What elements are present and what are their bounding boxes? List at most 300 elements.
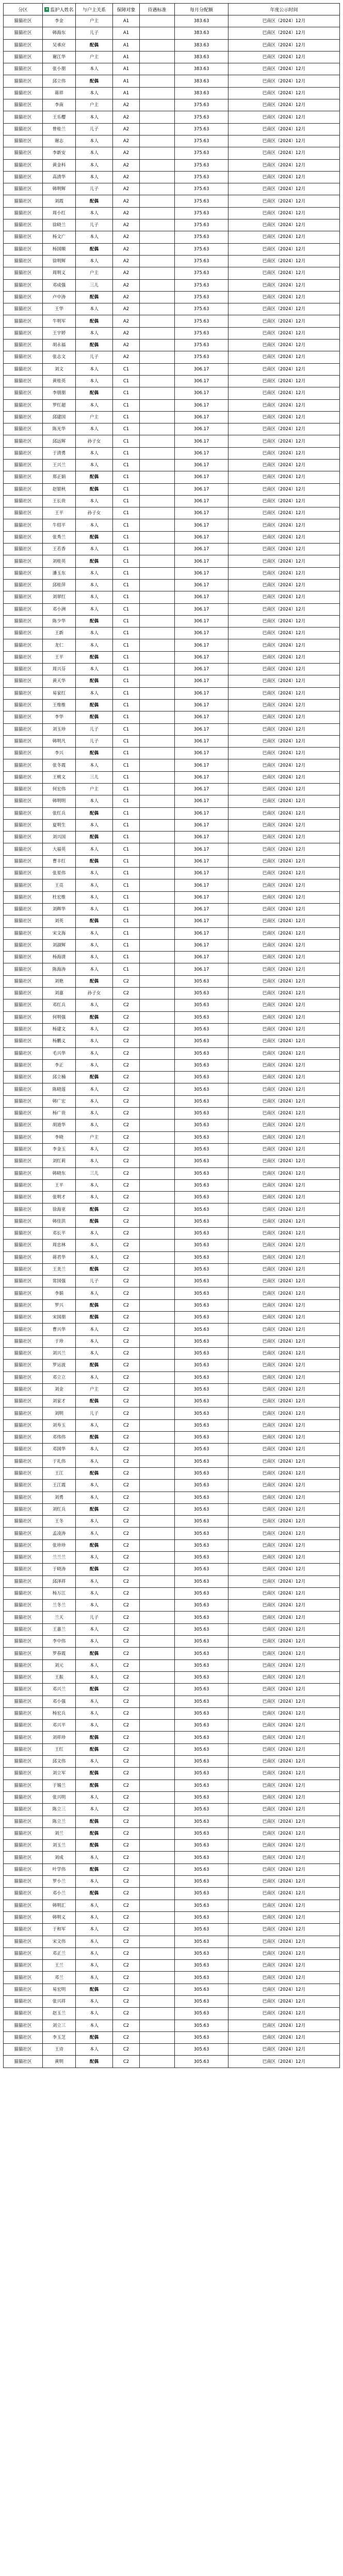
- relation-cell[interactable]: 本人: [76, 159, 113, 171]
- period-cell[interactable]: 巴南区（2024）12月: [228, 1480, 340, 1492]
- amount-cell[interactable]: 305.63: [175, 1179, 228, 1191]
- category-cell[interactable]: C2: [113, 1528, 140, 1539]
- guardian-cell[interactable]: 刘寿玉: [43, 1419, 76, 1431]
- district-cell[interactable]: 猫猫社区: [4, 267, 43, 279]
- amount-cell[interactable]: 375.63: [175, 340, 228, 351]
- district-cell[interactable]: 猫猫社区: [4, 1179, 43, 1191]
- guardian-cell[interactable]: 李金: [43, 15, 76, 27]
- period-cell[interactable]: 巴南区（2024）12月: [228, 423, 340, 435]
- district-cell[interactable]: 猫猫社区: [4, 1131, 43, 1143]
- category-cell[interactable]: C2: [113, 1335, 140, 1347]
- amount-cell[interactable]: 306.17: [175, 711, 228, 723]
- period-cell[interactable]: 巴南区（2024）12月: [228, 1863, 340, 1875]
- standard-cell[interactable]: [140, 1444, 175, 1455]
- amount-cell[interactable]: 305.63: [175, 1636, 228, 1648]
- district-cell[interactable]: 猫猫社区: [4, 1444, 43, 1455]
- amount-cell[interactable]: 305.63: [175, 1287, 228, 1299]
- category-cell[interactable]: C2: [113, 1791, 140, 1803]
- relation-cell[interactable]: 本人: [76, 495, 113, 507]
- amount-cell[interactable]: 305.63: [175, 1023, 228, 1035]
- category-cell[interactable]: C2: [113, 2020, 140, 2031]
- category-cell[interactable]: C1: [113, 711, 140, 723]
- amount-cell[interactable]: 305.63: [175, 1240, 228, 1251]
- amount-cell[interactable]: 305.63: [175, 1480, 228, 1492]
- period-cell[interactable]: 巴南区（2024）12月: [228, 748, 340, 759]
- standard-cell[interactable]: [140, 171, 175, 183]
- district-cell[interactable]: 猫猫社区: [4, 423, 43, 435]
- district-cell[interactable]: 猫猫社区: [4, 363, 43, 375]
- guardian-cell[interactable]: 杨宏兵: [43, 1707, 76, 1719]
- standard-cell[interactable]: [140, 795, 175, 807]
- district-cell[interactable]: 猫猫社区: [4, 891, 43, 903]
- district-cell[interactable]: 猫猫社区: [4, 1575, 43, 1587]
- guardian-cell[interactable]: 王兰: [43, 1960, 76, 1972]
- relation-cell[interactable]: 本人: [76, 375, 113, 387]
- relation-cell[interactable]: 配偶: [76, 748, 113, 759]
- guardian-cell[interactable]: 刘嘉: [43, 988, 76, 999]
- category-cell[interactable]: C1: [113, 952, 140, 963]
- guardian-cell[interactable]: 兰天: [43, 1612, 76, 1623]
- amount-cell[interactable]: 306.17: [175, 952, 228, 963]
- amount-cell[interactable]: 375.63: [175, 267, 228, 279]
- district-cell[interactable]: 猫猫社区: [4, 87, 43, 99]
- period-cell[interactable]: 巴南区（2024）12月: [228, 1947, 340, 1959]
- guardian-cell[interactable]: 韩明明: [43, 795, 76, 807]
- relation-cell[interactable]: 本人: [76, 891, 113, 903]
- header-cell-guardian[interactable]: [43, 4, 76, 15]
- amount-cell[interactable]: 306.17: [175, 903, 228, 915]
- relation-cell[interactable]: 本人: [76, 639, 113, 651]
- period-cell[interactable]: 巴南区（2024）12月: [228, 1516, 340, 1528]
- relation-cell[interactable]: 配偶: [76, 975, 113, 987]
- relation-cell[interactable]: 本人: [76, 795, 113, 807]
- category-cell[interactable]: A2: [113, 183, 140, 195]
- amount-cell[interactable]: 305.63: [175, 1335, 228, 1347]
- guardian-cell[interactable]: 刘红兵: [43, 1503, 76, 1515]
- period-cell[interactable]: 巴南区（2024）12月: [228, 1756, 340, 1768]
- amount-cell[interactable]: 305.63: [175, 1131, 228, 1143]
- period-cell[interactable]: 巴南区（2024）12月: [228, 603, 340, 615]
- amount-cell[interactable]: 306.17: [175, 784, 228, 795]
- category-cell[interactable]: C2: [113, 1131, 140, 1143]
- period-cell[interactable]: 巴南区（2024）12月: [228, 207, 340, 219]
- category-cell[interactable]: C1: [113, 519, 140, 531]
- category-cell[interactable]: C1: [113, 567, 140, 579]
- guardian-cell[interactable]: 韩明汇: [43, 1900, 76, 1911]
- amount-cell[interactable]: 305.63: [175, 1816, 228, 1827]
- relation-cell[interactable]: 配偶: [76, 1780, 113, 1791]
- standard-cell[interactable]: [140, 1347, 175, 1359]
- amount-cell[interactable]: 305.63: [175, 1383, 228, 1395]
- period-cell[interactable]: 巴南区（2024）12月: [228, 1900, 340, 1911]
- district-cell[interactable]: 猫猫社区: [4, 1852, 43, 1863]
- guardian-cell[interactable]: 邓成强: [43, 279, 76, 291]
- period-cell[interactable]: 巴南区（2024）12月: [228, 832, 340, 843]
- standard-cell[interactable]: [140, 2031, 175, 2043]
- relation-cell[interactable]: 本人: [76, 363, 113, 375]
- period-cell[interactable]: 巴南区（2024）12月: [228, 916, 340, 927]
- district-cell[interactable]: 猫猫社区: [4, 483, 43, 495]
- district-cell[interactable]: 猫猫社区: [4, 1360, 43, 1371]
- relation-cell[interactable]: 本人: [76, 303, 113, 315]
- amount-cell[interactable]: 306.17: [175, 855, 228, 867]
- standard-cell[interactable]: [140, 1324, 175, 1335]
- category-cell[interactable]: A2: [113, 195, 140, 207]
- district-cell[interactable]: 猫猫社区: [4, 1876, 43, 1888]
- guardian-cell[interactable]: 赵玉兰: [43, 2008, 76, 2020]
- guardian-cell[interactable]: 刘勇: [43, 1492, 76, 1503]
- amount-cell[interactable]: 305.63: [175, 1095, 228, 1107]
- amount-cell[interactable]: 306.17: [175, 447, 228, 459]
- district-cell[interactable]: 猫猫社区: [4, 243, 43, 255]
- district-cell[interactable]: 猫猫社区: [4, 1156, 43, 1167]
- period-cell[interactable]: 巴南区（2024）12月: [228, 1995, 340, 2007]
- category-cell[interactable]: C2: [113, 2044, 140, 2056]
- period-cell[interactable]: 巴南区（2024）12月: [228, 1972, 340, 1984]
- district-cell[interactable]: 猫猫社区: [4, 819, 43, 831]
- period-cell[interactable]: 巴南区（2024）12月: [228, 1156, 340, 1167]
- relation-cell[interactable]: 儿子: [76, 1408, 113, 1419]
- guardian-cell[interactable]: 卢中涛: [43, 291, 76, 303]
- relation-cell[interactable]: 本人: [76, 447, 113, 459]
- period-cell[interactable]: 巴南区（2024）12月: [228, 483, 340, 495]
- period-cell[interactable]: 巴南区（2024）12月: [228, 999, 340, 1011]
- amount-cell[interactable]: 305.63: [175, 1995, 228, 2007]
- category-cell[interactable]: A2: [113, 135, 140, 147]
- category-cell[interactable]: C2: [113, 2056, 140, 2067]
- standard-cell[interactable]: [140, 927, 175, 939]
- guardian-cell[interactable]: 蒋君华: [43, 1251, 76, 1263]
- category-cell[interactable]: C2: [113, 1876, 140, 1888]
- period-cell[interactable]: 巴南区（2024）12月: [228, 891, 340, 903]
- district-cell[interactable]: 猫猫社区: [4, 531, 43, 543]
- amount-cell[interactable]: 305.63: [175, 2044, 228, 2056]
- period-cell[interactable]: 巴南区（2024）12月: [228, 1444, 340, 1455]
- relation-cell[interactable]: 本人: [76, 207, 113, 219]
- category-cell[interactable]: A2: [113, 291, 140, 303]
- standard-cell[interactable]: [140, 807, 175, 819]
- amount-cell[interactable]: 306.17: [175, 411, 228, 423]
- amount-cell[interactable]: 375.63: [175, 231, 228, 243]
- relation-cell[interactable]: 配偶: [76, 291, 113, 303]
- standard-cell[interactable]: [140, 855, 175, 867]
- district-cell[interactable]: 猫猫社区: [4, 1312, 43, 1324]
- relation-cell[interactable]: 配偶: [76, 1312, 113, 1324]
- period-cell[interactable]: 巴南区（2024）12月: [228, 1023, 340, 1035]
- guardian-cell[interactable]: 于锡兰: [43, 1780, 76, 1791]
- district-cell[interactable]: 猫猫社区: [4, 1059, 43, 1071]
- standard-cell[interactable]: [140, 1360, 175, 1371]
- standard-cell[interactable]: [140, 1947, 175, 1959]
- period-cell[interactable]: 巴南区（2024）12月: [228, 1047, 340, 1059]
- guardian-cell[interactable]: 杨建文: [43, 1023, 76, 1035]
- guardian-cell[interactable]: 牛绍平: [43, 519, 76, 531]
- category-cell[interactable]: C2: [113, 1120, 140, 1131]
- guardian-cell[interactable]: 易家红: [43, 687, 76, 699]
- period-cell[interactable]: 巴南区（2024）12月: [228, 1924, 340, 1936]
- category-cell[interactable]: C1: [113, 771, 140, 783]
- category-cell[interactable]: C1: [113, 795, 140, 807]
- guardian-cell[interactable]: 王新: [43, 628, 76, 639]
- category-cell[interactable]: C2: [113, 1804, 140, 1816]
- district-cell[interactable]: 猫猫社区: [4, 903, 43, 915]
- standard-cell[interactable]: [140, 1960, 175, 1972]
- relation-cell[interactable]: 配偶: [76, 1215, 113, 1227]
- standard-cell[interactable]: [140, 15, 175, 27]
- standard-cell[interactable]: [140, 1299, 175, 1311]
- standard-cell[interactable]: [140, 279, 175, 291]
- guardian-cell[interactable]: 邓兴平: [43, 1720, 76, 1732]
- relation-cell[interactable]: 配偶: [76, 2031, 113, 2043]
- relation-cell[interactable]: 本人: [76, 459, 113, 471]
- guardian-cell[interactable]: 邱远辉: [43, 435, 76, 447]
- period-cell[interactable]: 巴南区（2024）12月: [228, 1623, 340, 1635]
- relation-cell[interactable]: 本人: [76, 519, 113, 531]
- amount-cell[interactable]: 305.63: [175, 1623, 228, 1635]
- amount-cell[interactable]: 305.63: [175, 1707, 228, 1719]
- relation-cell[interactable]: 本人: [76, 1240, 113, 1251]
- standard-cell[interactable]: [140, 1335, 175, 1347]
- district-cell[interactable]: 猫猫社区: [4, 591, 43, 603]
- period-cell[interactable]: 巴南区（2024）12月: [228, 1276, 340, 1287]
- amount-cell[interactable]: 306.17: [175, 771, 228, 783]
- guardian-cell[interactable]: 徐明辉: [43, 255, 76, 267]
- period-cell[interactable]: 巴南区（2024）12月: [228, 75, 340, 87]
- guardian-cell[interactable]: 陈光华: [43, 423, 76, 435]
- district-cell[interactable]: 猫猫社区: [4, 519, 43, 531]
- standard-cell[interactable]: [140, 459, 175, 471]
- standard-cell[interactable]: [140, 711, 175, 723]
- standard-cell[interactable]: [140, 207, 175, 219]
- category-cell[interactable]: C2: [113, 1840, 140, 1852]
- guardian-cell[interactable]: 邱立楠: [43, 1072, 76, 1083]
- guardian-cell[interactable]: 李新安: [43, 147, 76, 159]
- district-cell[interactable]: 猫猫社区: [4, 399, 43, 411]
- period-cell[interactable]: 巴南区（2024）12月: [228, 1671, 340, 1683]
- guardian-cell[interactable]: 张志文: [43, 351, 76, 363]
- category-cell[interactable]: C2: [113, 1911, 140, 1923]
- district-cell[interactable]: 猫猫社区: [4, 579, 43, 591]
- category-cell[interactable]: C1: [113, 723, 140, 735]
- period-cell[interactable]: 巴南区（2024）12月: [228, 87, 340, 99]
- amount-cell[interactable]: 306.17: [175, 687, 228, 699]
- guardian-cell[interactable]: 刘立军: [43, 1768, 76, 1780]
- standard-cell[interactable]: [140, 99, 175, 111]
- guardian-cell[interactable]: 毛兴华: [43, 1047, 76, 1059]
- guardian-cell[interactable]: 邓小洲: [43, 603, 76, 615]
- period-cell[interactable]: 巴南区（2024）12月: [228, 1251, 340, 1263]
- amount-cell[interactable]: 305.63: [175, 2056, 228, 2067]
- amount-cell[interactable]: 306.17: [175, 375, 228, 387]
- standard-cell[interactable]: [140, 1419, 175, 1431]
- district-cell[interactable]: 猫猫社区: [4, 291, 43, 303]
- relation-cell[interactable]: 儿子: [76, 123, 113, 135]
- standard-cell[interactable]: [140, 447, 175, 459]
- relation-cell[interactable]: 本人: [76, 819, 113, 831]
- standard-cell[interactable]: [140, 1072, 175, 1083]
- category-cell[interactable]: C2: [113, 1612, 140, 1623]
- guardian-cell[interactable]: 邱桂萍: [43, 579, 76, 591]
- relation-cell[interactable]: 本人: [76, 87, 113, 99]
- period-cell[interactable]: 巴南区（2024）12月: [228, 1876, 340, 1888]
- relation-cell[interactable]: 本人: [76, 1492, 113, 1503]
- category-cell[interactable]: A1: [113, 39, 140, 51]
- district-cell[interactable]: 猫猫社区: [4, 471, 43, 483]
- standard-cell[interactable]: [140, 759, 175, 771]
- standard-cell[interactable]: [140, 1600, 175, 1612]
- category-cell[interactable]: A1: [113, 51, 140, 63]
- category-cell[interactable]: C2: [113, 1852, 140, 1863]
- district-cell[interactable]: 猫猫社区: [4, 2020, 43, 2031]
- standard-cell[interactable]: [140, 1863, 175, 1875]
- category-cell[interactable]: C1: [113, 495, 140, 507]
- category-cell[interactable]: C1: [113, 603, 140, 615]
- standard-cell[interactable]: [140, 1827, 175, 1839]
- guardian-cell[interactable]: 杨海清: [43, 952, 76, 963]
- standard-cell[interactable]: [140, 1287, 175, 1299]
- guardian-cell[interactable]: 刘霞: [43, 195, 76, 207]
- amount-cell[interactable]: 306.17: [175, 868, 228, 879]
- guardian-cell[interactable]: 张冬霞: [43, 759, 76, 771]
- district-cell[interactable]: 猫猫社区: [4, 1467, 43, 1479]
- amount-cell[interactable]: 306.17: [175, 507, 228, 519]
- amount-cell[interactable]: 305.63: [175, 1900, 228, 1911]
- relation-cell[interactable]: 本人: [76, 868, 113, 879]
- period-cell[interactable]: 巴南区（2024）12月: [228, 507, 340, 519]
- guardian-cell[interactable]: 刘文: [43, 363, 76, 375]
- amount-cell[interactable]: 375.63: [175, 219, 228, 231]
- district-cell[interactable]: 猫猫社区: [4, 1623, 43, 1635]
- district-cell[interactable]: 猫猫社区: [4, 1720, 43, 1732]
- category-cell[interactable]: C2: [113, 1768, 140, 1780]
- district-cell[interactable]: 猫猫社区: [4, 1972, 43, 1984]
- header-cell-standard[interactable]: [140, 4, 175, 15]
- relation-cell[interactable]: 本人: [76, 255, 113, 267]
- relation-cell[interactable]: 户主: [76, 1383, 113, 1395]
- district-cell[interactable]: 猫猫社区: [4, 675, 43, 687]
- amount-cell[interactable]: 305.63: [175, 1888, 228, 1900]
- amount-cell[interactable]: 306.17: [175, 963, 228, 975]
- amount-cell[interactable]: 305.63: [175, 1564, 228, 1575]
- guardian-cell[interactable]: 罗兴: [43, 1299, 76, 1311]
- period-cell[interactable]: 巴南区（2024）12月: [228, 544, 340, 555]
- period-cell[interactable]: 巴南区（2024）12月: [228, 51, 340, 63]
- period-cell[interactable]: 巴南区（2024）12月: [228, 267, 340, 279]
- amount-cell[interactable]: 375.63: [175, 147, 228, 159]
- guardian-cell[interactable]: 刘红莉: [43, 1156, 76, 1167]
- relation-cell[interactable]: 儿子: [76, 1276, 113, 1287]
- guardian-cell[interactable]: 夏明生: [43, 819, 76, 831]
- amount-cell[interactable]: 305.63: [175, 1108, 228, 1120]
- amount-cell[interactable]: 375.63: [175, 291, 228, 303]
- standard-cell[interactable]: [140, 219, 175, 231]
- relation-cell[interactable]: 配偶: [76, 483, 113, 495]
- standard-cell[interactable]: [140, 1852, 175, 1863]
- guardian-cell[interactable]: 黄桂英: [43, 375, 76, 387]
- district-cell[interactable]: 猫猫社区: [4, 879, 43, 891]
- district-cell[interactable]: 猫猫社区: [4, 1768, 43, 1780]
- amount-cell[interactable]: 305.63: [175, 1768, 228, 1780]
- district-cell[interactable]: 猫猫社区: [4, 1227, 43, 1239]
- relation-cell[interactable]: 本人: [76, 1671, 113, 1683]
- standard-cell[interactable]: [140, 1215, 175, 1227]
- category-cell[interactable]: C2: [113, 1347, 140, 1359]
- category-cell[interactable]: C2: [113, 1863, 140, 1875]
- guardian-cell[interactable]: 李朋朋: [43, 387, 76, 399]
- relation-cell[interactable]: 本人: [76, 1960, 113, 1972]
- period-cell[interactable]: 巴南区（2024）12月: [228, 471, 340, 483]
- guardian-cell[interactable]: 王江: [43, 1467, 76, 1479]
- amount-cell[interactable]: 305.63: [175, 999, 228, 1011]
- standard-cell[interactable]: [140, 87, 175, 99]
- amount-cell[interactable]: 305.63: [175, 1575, 228, 1587]
- standard-cell[interactable]: [140, 1768, 175, 1780]
- relation-cell[interactable]: 本人: [76, 999, 113, 1011]
- district-cell[interactable]: 猫猫社区: [4, 2056, 43, 2067]
- amount-cell[interactable]: 375.63: [175, 207, 228, 219]
- period-cell[interactable]: 巴南区（2024）12月: [228, 1263, 340, 1275]
- standard-cell[interactable]: [140, 1204, 175, 1215]
- relation-cell[interactable]: 本人: [76, 1023, 113, 1035]
- period-cell[interactable]: 巴南区（2024）12月: [228, 447, 340, 459]
- period-cell[interactable]: 巴南区（2024）12月: [228, 1528, 340, 1539]
- relation-cell[interactable]: 本人: [76, 1587, 113, 1599]
- period-cell[interactable]: 巴南区（2024）12月: [228, 1804, 340, 1816]
- district-cell[interactable]: 猫猫社区: [4, 1347, 43, 1359]
- period-cell[interactable]: 巴南区（2024）12月: [228, 1564, 340, 1575]
- standard-cell[interactable]: [140, 1995, 175, 2007]
- district-cell[interactable]: 猫猫社区: [4, 628, 43, 639]
- amount-cell[interactable]: 383.63: [175, 15, 228, 27]
- amount-cell[interactable]: 305.63: [175, 1780, 228, 1791]
- guardian-cell[interactable]: 杜宏维: [43, 891, 76, 903]
- period-cell[interactable]: 巴南区（2024）12月: [228, 1960, 340, 1972]
- period-cell[interactable]: 巴南区（2024）12月: [228, 1587, 340, 1599]
- relation-cell[interactable]: 配偶: [76, 699, 113, 711]
- relation-cell[interactable]: 本人: [76, 1156, 113, 1167]
- guardian-cell[interactable]: 罗春霞: [43, 1648, 76, 1659]
- period-cell[interactable]: 巴南区（2024）12月: [228, 195, 340, 207]
- period-cell[interactable]: 巴南区（2024）12月: [228, 988, 340, 999]
- amount-cell[interactable]: 305.63: [175, 1671, 228, 1683]
- period-cell[interactable]: 巴南区（2024）12月: [228, 375, 340, 387]
- district-cell[interactable]: 猫猫社区: [4, 51, 43, 63]
- period-cell[interactable]: 巴南区（2024）12月: [228, 567, 340, 579]
- district-cell[interactable]: 猫猫社区: [4, 868, 43, 879]
- relation-cell[interactable]: 本人: [76, 423, 113, 435]
- amount-cell[interactable]: 306.17: [175, 879, 228, 891]
- category-cell[interactable]: C1: [113, 423, 140, 435]
- standard-cell[interactable]: [140, 579, 175, 591]
- amount-cell[interactable]: 305.63: [175, 1516, 228, 1528]
- category-cell[interactable]: C2: [113, 1936, 140, 1947]
- relation-cell[interactable]: 本人: [76, 1636, 113, 1648]
- guardian-cell[interactable]: 韩明凡: [43, 735, 76, 747]
- period-cell[interactable]: 巴南区（2024）12月: [228, 1780, 340, 1791]
- district-cell[interactable]: 猫猫社区: [4, 219, 43, 231]
- standard-cell[interactable]: [140, 1539, 175, 1551]
- category-cell[interactable]: C1: [113, 855, 140, 867]
- guardian-cell[interactable]: 黄天华: [43, 675, 76, 687]
- amount-cell[interactable]: 306.17: [175, 495, 228, 507]
- district-cell[interactable]: 猫猫社区: [4, 2008, 43, 2020]
- district-cell[interactable]: 猫猫社区: [4, 1108, 43, 1120]
- guardian-cell[interactable]: 陈海涛: [43, 963, 76, 975]
- guardian-cell[interactable]: 赵银秋: [43, 483, 76, 495]
- period-cell[interactable]: 巴南区（2024）12月: [228, 1095, 340, 1107]
- category-cell[interactable]: C2: [113, 1240, 140, 1251]
- period-cell[interactable]: 巴南区（2024）12月: [228, 843, 340, 855]
